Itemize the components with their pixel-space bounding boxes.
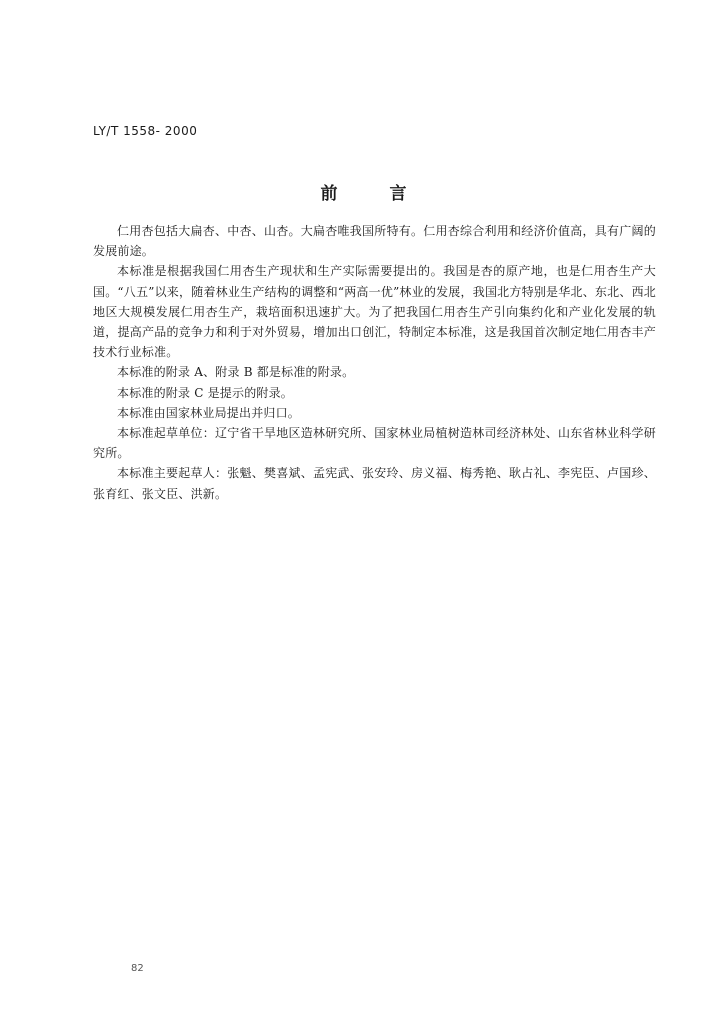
title-char-1: 前 [320,184,338,204]
page-number: 82 [131,963,144,974]
paragraph: 本标准起草单位：辽宁省干旱地区造林研究所、国家林业局植树造林司经济林处、山东省林业科学研究所。 [93,426,656,461]
paragraph: 本标准的附录 C 是提示的附录。 [117,385,294,400]
paragraph: 仁用杏包括大扁杏、中杏、山杏。大扁杏唯我国所特有。仁用杏综合利用和经济价值高，具有广阔的发展前途。 [93,224,656,259]
preface-body [93,221,656,504]
paragraph: 本标准是根据我国仁用杏生产现状和生产实际需要提出的。我国是杏的原产地，也是仁用杏生产大国。“八五”以来，随着林业生产结构的调整和“两高一优”林业的发展，我国北方特别是华北、东北、西北地区大规模发展仁用杏生产，栽培面积迅速扩大。为了把我国仁用杏生产引向集约化和产业化发展的轨道，提高产品的竞争力和利于对外贸易，增加出口创汇，特制定本标准，这是我国首次制定地仁用杏丰产技术行业标准。 [93,264,656,360]
standard-code: LY/T 1558- 2000 [93,124,198,138]
paragraph: 本标准由国家林业局提出并归口。 [117,405,301,420]
paragraph: 本标准的附录 A、附录 B 都是标准的附录。 [117,365,355,380]
title-char-2: 言 [389,184,407,204]
page-title [0,179,727,204]
paragraph: 本标准主要起草人：张魁、樊喜斌、孟宪武、张安玲、房义福、梅秀艳、耿占礼、李宪臣、卢国珍、张育红、张文臣、洪新。 [93,466,656,501]
